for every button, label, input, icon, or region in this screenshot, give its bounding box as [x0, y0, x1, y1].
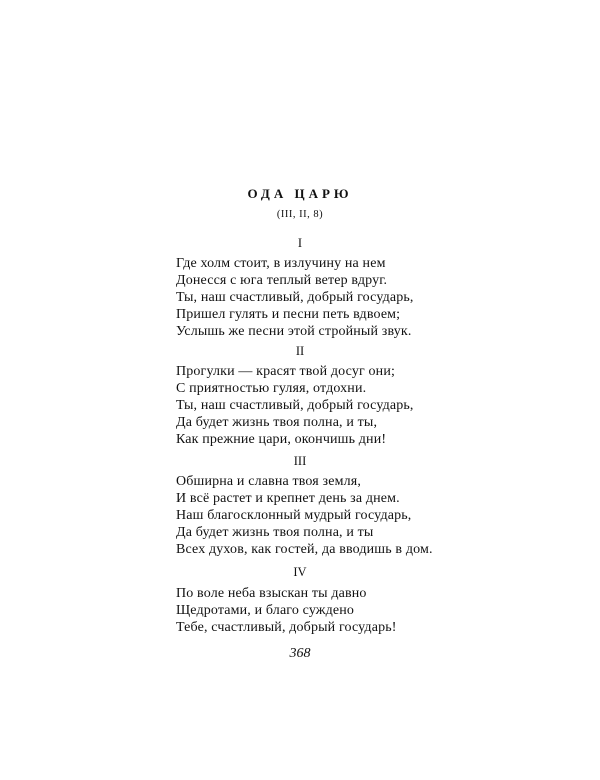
verse-line: Наш благосклонный мудрый государь, [176, 508, 412, 524]
verse-line: Ты, наш счастливый, добрый государь, [176, 398, 414, 414]
stanza-numeral-4: IV [293, 565, 307, 579]
stanza-numeral-3: III [293, 454, 307, 468]
poem-source: (III, II, 8) [276, 209, 324, 220]
verse-line: Обширна и славна твоя земля, [176, 474, 361, 489]
verse-line: Всех духов, как гостей, да вводишь в дом. [176, 542, 433, 558]
verse-line: Услышь же песни этой стройный звук. [176, 324, 412, 340]
stanza-3 [176, 473, 476, 558]
verse-line: Ты, наш счастливый, добрый государь, [176, 290, 414, 306]
verse-line: Да будет жизнь твоя полна, и ты, [176, 415, 378, 431]
stanza-numeral-1: I [297, 236, 303, 250]
verse-line: Прогулки — красят твой досуг они; [176, 364, 395, 379]
verse-line: По воле неба взыскан ты давно [176, 586, 367, 601]
verse-line: Донесся с юга теплый ветер вдруг. [176, 273, 388, 289]
verse-line: Да будет жизнь твоя полна, и ты [176, 525, 374, 541]
stanza-1 [176, 255, 476, 340]
poem-title: ОДА ЦАРЮ [247, 186, 353, 201]
verse-line: И всё растет и крепнет день за днем. [176, 491, 400, 507]
stanza-numeral-2: II [295, 344, 305, 358]
stanza-4 [176, 585, 476, 636]
stanza-2 [176, 363, 476, 448]
verse-line: Щедротами, и благо суждено [176, 603, 355, 619]
verse-line: Тебе, счастливый, добрый государь! [176, 620, 397, 636]
verse-line: Где холм стоит, в излучину на нем [176, 256, 386, 271]
verse-line: Пришел гулять и песни петь вдвоем; [176, 307, 401, 323]
verse-line: С приятностью гуляя, отдохни. [176, 381, 367, 397]
page-number: 368 [289, 646, 311, 661]
verse-line: Как прежние цари, окончишь дни! [176, 432, 387, 448]
